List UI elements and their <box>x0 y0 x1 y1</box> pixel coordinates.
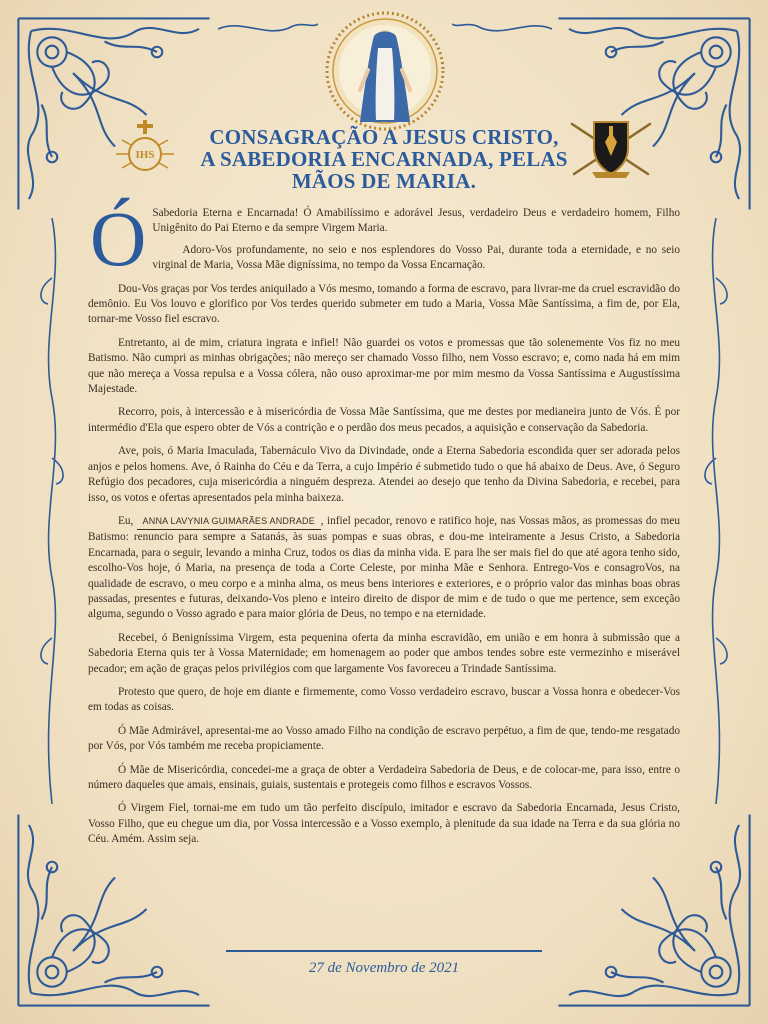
madonna-image-icon <box>320 10 450 132</box>
paragraph: Ó Mãe Admirável, apresentai-me ao Vosso amado Filho na condição de escravo perpétuo, a fim de que, tendo-me resgatado por Vós, por Vós também me receba propiciamente. <box>88 724 680 753</box>
vine-top-right-icon <box>452 14 552 44</box>
paragraph: Dou-Vos graças por Vos terdes aniquilado a Vós mesmo, tomando a forma de escravo, para livrar-me da cruel escravidão do demônio. Eu Vos louvo e glorifico por Vos terdes querido submeter em tudo a Maria, Vossa Mãe Santíssima, a fim de, por Ela, tornar-me Vosso fiel escravo. <box>88 282 680 326</box>
vine-top-left-icon <box>218 14 318 44</box>
paragraph: Ó Mãe de Misericórdia, concedei-me a graça de obter a Verdadeira Sabedoria de Deus, e de colocar-me, para isso, entre o número daqueles que amais, ensinais, guiais, sustentais e protegeis como filhos e escravos Vossos. <box>88 763 680 791</box>
title-line-1: CONSAGRAÇÃO A JESUS CRISTO, <box>209 125 559 149</box>
vine-left-icon <box>34 218 70 804</box>
ihs-emblem-icon <box>112 118 178 178</box>
document-title <box>180 126 588 192</box>
paragraph: Entretanto, ai de mim, criatura ingrata e infiel! Não guardei os votos e promessas que tão solenemente Vos fiz no meu Batismo. Não cumpri as minhas obrigações; não mereço ser chamado Vosso filho, nem Vosso escravo; e, como nada há em mim que não mereça a Vossa repulsa e a Vossa cólera, não ouso aproximar-me por mim mesmo da Vossa Santíssima e Augustíssima Majestade. <box>88 336 680 396</box>
drop-cap: Ó <box>90 195 147 282</box>
consecration-text: , infiel pecador, renovo e ratifico hoje, nas Vossas mãos, as promessas do meu Batismo: renuncio para sempre a Satanás, às suas pompas e suas obras, e dou-me inteiramente a Jesus Cristo, a Sabedoria Encarnada, para o seguir, levando a minha Cruz, todos os dias da minha vida. E para lhe ser mais fiel do que até agora tenho sido, escolho-Vos hoje, ó Maria, na presença de toda a Corte Celeste, por minha Mãe e Senhora. Entrego-Vos e consagroVos, na qualidade de escravo, o meu corpo e a minha alma, os meus bens interiores e exteriores, e o próprio valor das minhas boas obras passadas, presentes e futuras, deixando-Vos pleno e inteiro direito de dispor de mim e de tudo o que me pertence, sem exceção alguma, segundo o Vosso agrado e para maior glória de Deus, no tempo e na eternidade. <box>88 514 680 621</box>
title-line-2: A SABEDORIA ENCARNADA, PELAS <box>200 147 568 171</box>
paragraph: Recebei, ó Benigníssima Virgem, esta pequenina oferta da minha escravidão, em união e em honra à submissão que a Sabedoria Eterna quis ter à Vossa Maternidade; em homenagem ao poder que ambos tendes sobre este vermezinho e miserável pecador; em ação de graças pelos privilégios com que largamente Vos favoreceu a Trindade Santíssima. <box>88 631 680 675</box>
date-rule <box>226 950 542 952</box>
paragraph: Protesto que quero, de hoje em diante e firmemente, como Vosso verdadeiro escravo, buscar a Vossa honra e obedecer-Vos em todas as coisas. <box>88 685 680 714</box>
consecrant-name-field[interactable]: ANNA LAVYNIA GUIMARÃES ANDRADE <box>137 514 321 530</box>
date-text: 27 de Novembro de 2021 <box>308 960 460 976</box>
title-line-3: MÃOS DE MARIA. <box>291 169 477 193</box>
paragraph: Recorro, pois, à intercessão e à misericórdia de Vossa Mãe Santíssima, que me destes por medianeira junto de Vós. É por intermédio d'Ela que espero obter de Vós a contrição e o perdão dos meus pecados, a aquisição e conservação da Sabedoria. <box>88 406 680 434</box>
consecration-prefix: Eu, <box>118 514 137 527</box>
paragraph: Adoro-Vos profundamente, no seio e nos esplendores do Vosso Pai, durante toda a eternidade, e no seio virginal de Maria, Vossa Mãe digníssima, no tempo da Vossa Encarnação. <box>152 243 680 272</box>
paragraph-consecration <box>88 514 680 623</box>
paragraph: Ave, pois, ó Maria Imaculada, Tabernáculo Vivo da Divindade, onde a Eterna Sabedoria escondida quer ser adorada pelos anjos e pelos homens. Ave, ó Rainha do Céu e da Terra, a cujo Império é submetido tudo o que há abaixo de Deus. Ave, ó Seguro Refúgio dos pecadores, cuja misericórdia a ninguém despreza. Atendei ao desejo que tenho da Divina Sabedoria, e recebei, para isso, os votos e ofertas apresentados pela minha baixeza. <box>88 445 680 504</box>
paragraph: Ó Virgem Fiel, tornai-me em tudo um tão perfeito discípulo, imitador e escravo da Sabedoria Encarnada, Jesus Cristo, Vosso Filho, que eu chegue um dia, por Vossa intercessão e a Vosso exemplo, à plenitude da sua idade na Terra e da sua glória no Céu. Amém. Assim seja. <box>88 802 680 846</box>
prayer-text <box>88 195 680 856</box>
vine-right-icon <box>698 218 734 804</box>
ihs-text: IHS <box>135 149 155 161</box>
paragraph-opening-text: Sabedoria Eterna e Encarnada! Ó Amabilíssimo e adorável Jesus, verdadeiro Deus e verdadeiro homem, Filho Unigênito do Pai Eterno e da sempre Virgem Maria. <box>152 207 680 235</box>
